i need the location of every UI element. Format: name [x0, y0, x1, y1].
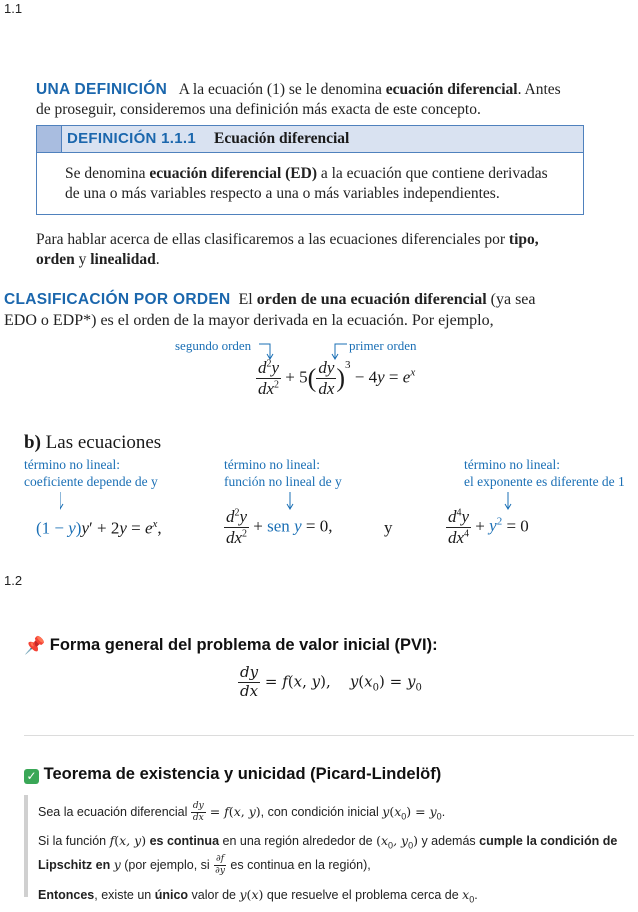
theorem-line-4: Entonces, existe un único valor de y(x) que resuelve el problema cerca de $x_0$. — [38, 887, 478, 905]
theorem-line-3: Lipschitz en y (por ejemplo, si $\frac{\partial f}{\partial y}$ es continua en la región), — [38, 853, 371, 876]
pushpin-icon: 📌 — [24, 636, 46, 656]
definition-label: DEFINICIÓN 1.1.1 — [67, 130, 196, 147]
definition-title: Ecuación diferencial — [214, 130, 350, 147]
second-order-label: segundo orden — [175, 338, 252, 353]
definition-text: Se denomina ecuación diferencial (ED) a la ecuación que contiene derivadas de una o más variables respecto a una o más variables independientes. — [65, 165, 548, 202]
definition-intro: UNA DEFINICIÓN A la ecuación (1) se le denomina ecuación diferencial. Antes — [36, 81, 561, 98]
order-section-paragraph: CLASIFICACIÓN POR ORDEN El orden de una ecuación diferencial (ya sea — [4, 291, 536, 308]
theorem-line-1: Sea la ecuación diferencial $\frac{dy}{dx}$ = f(x, y), con condición inicial $y(x_0) = y_0$. — [38, 800, 446, 823]
order-heading: CLASIFICACIÓN POR ORDEN — [4, 291, 231, 308]
definition-heading: UNA DEFINICIÓN — [36, 81, 168, 98]
section-number: 1.1 — [4, 1, 23, 16]
equation-nonlinear-coefficient: $(1 - y)y' + 2y = e^x$, — [36, 518, 162, 538]
definition-box-marker — [37, 126, 62, 152]
section-number-2: 1.2 — [4, 573, 23, 588]
order-section-line2: EDO o EDP*) es el orden de la mayor derivada en la ecuación. Por ejemplo, — [4, 312, 494, 329]
definition-box-header — [37, 126, 583, 153]
annotation-arrows — [60, 490, 638, 512]
equation-nonlinear-function: $\frac{d^2y}{dx^2}$ + sen y = 0, — [226, 507, 333, 547]
word-and: y — [384, 518, 393, 537]
theorem-heading: ✓ Teorema de existencia y unicidad (Picard-Lindelöf) — [24, 765, 441, 784]
classification-paragraph: Para hablar acerca de ellas clasificaremos a las ecuaciones diferenciales por tipo, orden y linealidad. — [36, 231, 539, 268]
check-box-icon: ✓ — [24, 769, 39, 784]
definition-intro-line2: de proseguir, consideremos una definición más exacta de este concepto. — [36, 101, 481, 118]
quote-bar — [24, 795, 28, 897]
pvi-equation: $\frac{dy}{dx}$ = f(x, y), $y(x_0) = y_0$ — [240, 663, 422, 700]
theorem-body — [38, 800, 636, 912]
annotation-coefficient: término no lineal: coeficiente depende de y — [24, 457, 158, 489]
equation-nonlinear-exponent: $\frac{d^4y}{dx^4}$ + $y^2 = 0$ — [448, 507, 529, 547]
annotation-function: término no lineal: función no lineal de y — [224, 457, 342, 489]
definition-box — [36, 125, 584, 215]
theorem-line-2: Si la función f(x, y) es continua en una región alrededor de ($x_0$, $y_0$) y además cumple la condición de — [38, 832, 618, 850]
horizontal-divider — [24, 735, 634, 736]
example-b-heading: b) Las ecuaciones — [24, 432, 162, 453]
annotation-exponent: término no lineal: el exponente es diferente de 1 — [464, 457, 625, 489]
first-order-label: primer orden — [349, 338, 417, 353]
order-example-equation: $\frac{d^2y}{dx^2}$ + 5( $\frac{dy}{dx}$ )$^3 - 4y = e^x$ — [258, 358, 416, 398]
pvi-heading: 📌 Forma general del problema de valor inicial (PVI): — [24, 636, 438, 656]
